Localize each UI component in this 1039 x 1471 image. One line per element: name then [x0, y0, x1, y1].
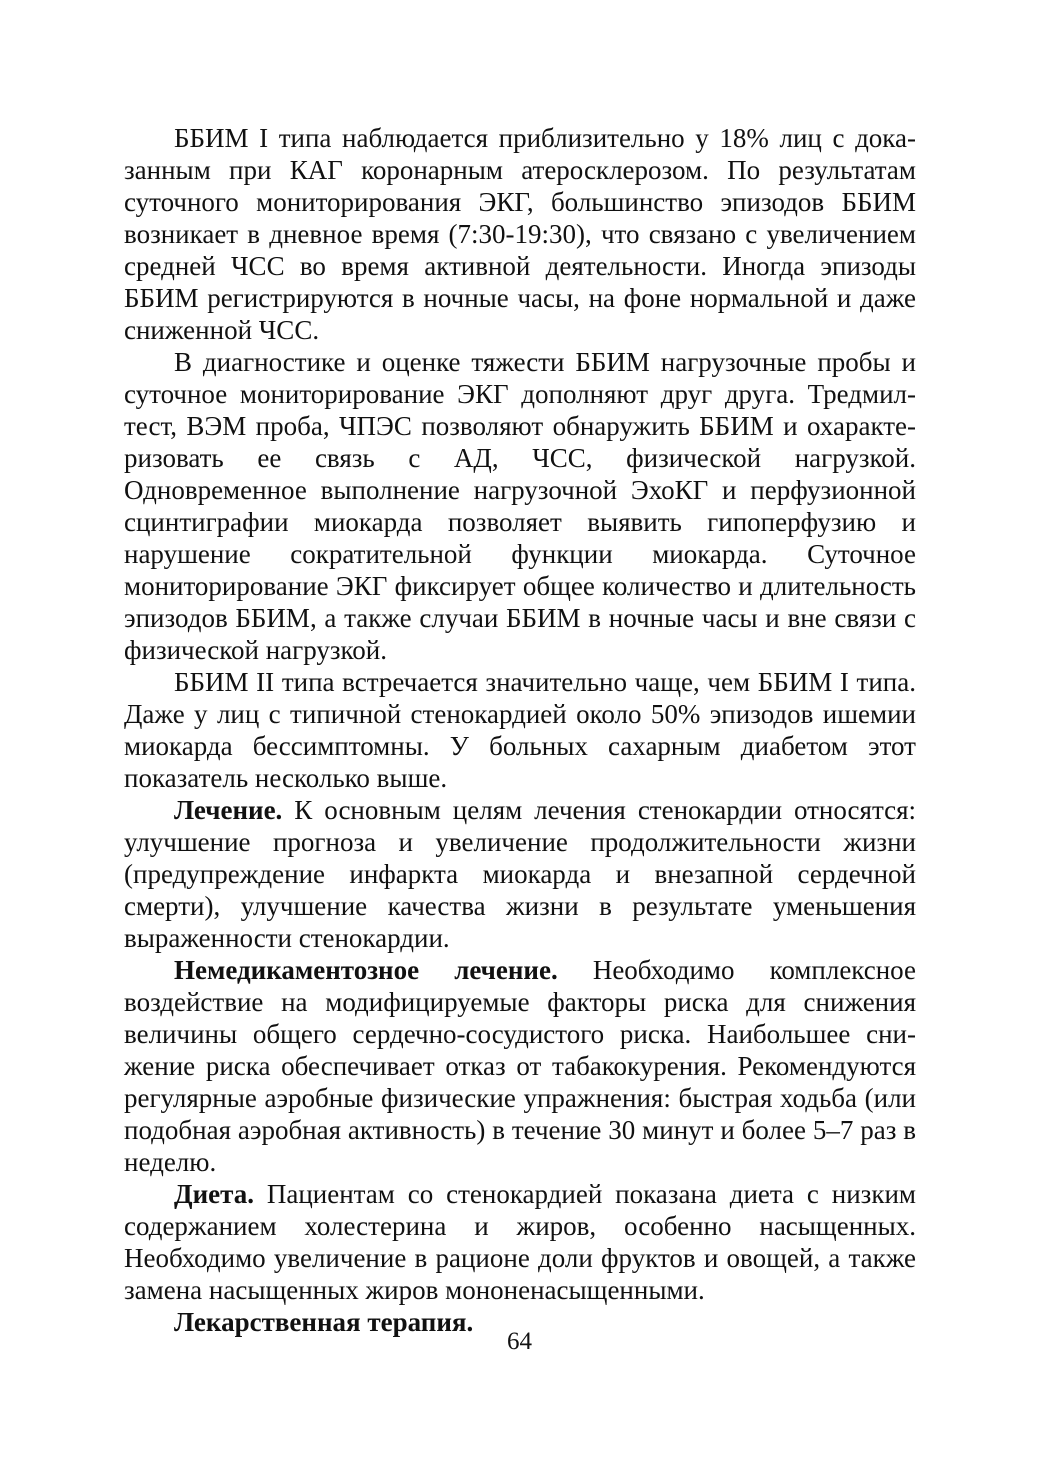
paragraph-diet [124, 1178, 916, 1306]
paragraph-bbim-type1 [124, 122, 916, 346]
paragraph-text: ББИМ I типа наблюдается приблизительно у 18% лиц с доказанным при КАГ коронарным атеросклерозом. По результатам суточного мониторирования ЭКГ, большинство эпизодов ББИМ возникает в дневное время (7:30-19:30), что связано с увеличением средней ЧСС во время активной деятельности. Иногда эпизоды ББИМ регистрируются в ночные часы, на фоне нормальной и даже сниженной ЧСС. [124, 123, 916, 345]
paragraph-text: Пациентам со стенокардией показана диета с низким содержанием холестерина и жиров, особенно насыщенных. Необходимо увеличение в рационе доли фруктов и овощей, а также замена насыщенных жиров мононенасыщенными. [124, 1179, 916, 1305]
paragraph-text: ББИМ II типа встречается значительно чаще, чем ББИМ I типа. Даже у лиц с типичной стенокардией около 50% эпизодов ишемии миокарда бессимптомны. У больных сахарным диабетом этот показатель несколько выше. [124, 667, 916, 793]
paragraph-text: В диагностике и оценке тяжести ББИМ нагрузочные пробы и суточное мониторирование ЭКГ дополняют друг друга. Тредмилтест, ВЭМ проба, ЧПЭС позволяют обнаружить ББИМ и охарактеризовать ее связь с АД, ЧСС, физической нагрузкой. Одновременное выполнение нагрузочной ЭхоКГ и перфузионной сцинтиграфии миокарда позволяет выявить гипоперфузию и нарушение сократительной функции миокарда. Суточное мониторирование ЭКГ фиксирует общее количество и длительность эпизодов ББИМ, а также случаи ББИМ в ночные часы и вне связи с физической нагрузкой. [124, 347, 916, 665]
section-heading-drug-therapy: Лекарственная терапия. [174, 1307, 474, 1337]
page-number: 64 [507, 1328, 532, 1355]
paragraph-text: К основным целям лечения стенокардии относятся: улучшение прогноза и увеличение продолжительности жизни (предупреждение инфаркта миокарда и внезапной сердечной смерти), улучшение качества жизни в результате уменьшения выраженности стенокардии. [124, 795, 916, 953]
page-body [124, 122, 916, 1338]
paragraph-diagnostics [124, 346, 916, 666]
paragraph-lead-heading: Немедикаментозное лечение. [174, 955, 558, 985]
paragraph-bbim-type2 [124, 666, 916, 794]
paragraph-text: Необходимо комплексное воздействие на модифицируемые факторы риска для снижения величины общего сердечно-сосудистого риска. Наибольшее снижение риска обеспечивает отказ от табакокурения. Рекомендуются регулярные аэробные физические упражнения: быстрая ходьба (или подобная аэробная активность) в течение 30 минут и более 5–7 раз в неделю. [124, 955, 916, 1177]
paragraph-treatment [124, 794, 916, 954]
paragraph-lead-heading: Лечение. [174, 795, 283, 825]
paragraph-lead-heading: Диета. [174, 1179, 254, 1209]
paragraph-non-drug-treatment [124, 954, 916, 1178]
